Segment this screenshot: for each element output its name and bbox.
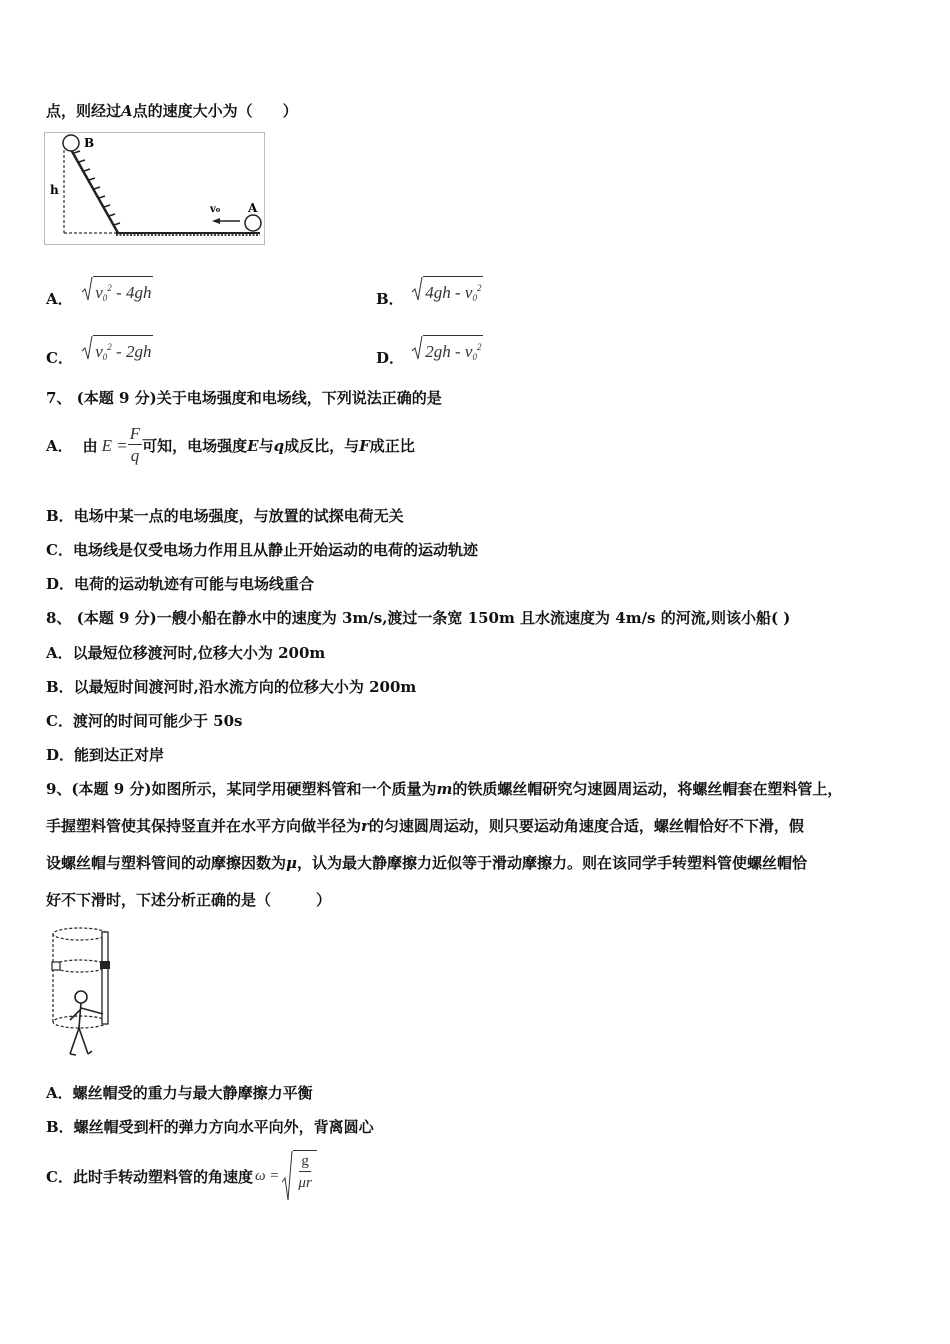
- q6-option-c[interactable]: [46, 335, 153, 368]
- q8-option-d[interactable]: D．能到达正对岸: [46, 746, 165, 764]
- var-mu: μ: [286, 854, 297, 872]
- option-letter: A．: [46, 437, 73, 455]
- label-v0: v₀: [210, 204, 221, 215]
- ball-A: [245, 215, 261, 231]
- q9-stem-line-4: 好不下滑时，下述分析正确的是（ ）: [46, 891, 332, 909]
- q6-var-A: A: [121, 102, 133, 120]
- q6-incline-figure: [44, 132, 266, 246]
- q8-option-a[interactable]: A．以最短位移渡河时,位移大小为 200m: [46, 644, 326, 662]
- q7-option-a[interactable]: [46, 424, 415, 467]
- q9-stem-line-1: 9、(本题 9 分)如图所示，某同学用硬塑料管和一个质量为m的铁质螺丝帽研究匀速圆周运动，将螺丝帽套在塑料管上，: [46, 780, 843, 798]
- option-letter: C．: [46, 349, 73, 367]
- formula-lhs: ω =: [254, 1167, 280, 1184]
- q7-stem: 7、 (本题 9 分)关于电场强度和电场线，下列说法正确的是: [46, 389, 442, 407]
- formula-lhs: E =: [101, 435, 128, 455]
- option-letter: A．: [46, 290, 73, 308]
- label-h: h: [50, 183, 59, 197]
- sqrt-expression: $2gh - v_0^2$: [411, 335, 483, 368]
- var-q: q: [273, 436, 285, 455]
- option-text: 与: [258, 437, 274, 455]
- option-text: 成反比，与: [284, 437, 360, 455]
- sqrt-expression: $v_0^2 - 4gh$: [81, 276, 153, 309]
- q8-stem: 8、 (本题 9 分)一艘小船在静水中的速度为 3m/s,渡过一条宽 150m 且水流速度为 4m/s 的河流,则该小船( ): [46, 609, 791, 627]
- var-r: r: [361, 817, 369, 835]
- option-text: 由: [82, 437, 98, 455]
- var-E: E: [247, 436, 259, 455]
- q9-option-c[interactable]: [46, 1150, 317, 1202]
- option-letter: B．: [376, 290, 404, 308]
- q9-option-b[interactable]: B．螺丝帽受到杆的弹力方向水平向外，背离圆心: [46, 1118, 374, 1136]
- q9-rotating-tube-figure: [48, 924, 120, 1060]
- q6-option-b[interactable]: [376, 276, 483, 309]
- fraction-F-over-q: $\frac{F}{q}$: [129, 424, 141, 465]
- option-letter: D．: [376, 349, 405, 367]
- label-B: B: [84, 136, 95, 150]
- var-m: m: [436, 780, 453, 798]
- label-A: A: [248, 201, 258, 215]
- sqrt-expression: $4gh - v_0^2$: [411, 276, 483, 309]
- q8-option-c[interactable]: C．渡河的时间可能少于 50s: [46, 712, 243, 730]
- q6-stem-text-2: 点的速度大小为（ ）: [132, 102, 298, 120]
- q9-stem-line-3: 设螺丝帽与塑料管间的动摩擦因数为μ，认为最大静摩擦力近似等于滑动摩擦力。则在该同学手转塑料管使螺丝帽恰: [46, 854, 808, 872]
- q7-option-d[interactable]: D．电荷的运动轨迹有可能与电场线重合: [46, 575, 315, 593]
- q9-stem-line-2: 手握塑料管使其保持竖直并在水平方向做半径为r的匀速圆周运动，则只要运动角速度合适，螺丝帽恰好不下滑，假: [46, 817, 804, 835]
- sqrt-expression: $v_0^2 - 2gh$: [81, 335, 153, 368]
- q9-option-a[interactable]: A．螺丝帽受的重力与最大静摩擦力平衡: [46, 1084, 313, 1102]
- var-F: F: [359, 436, 370, 455]
- sqrt-g-over-mu-r: $\frac{g}{\mu r}$: [281, 1150, 316, 1202]
- q7-option-b[interactable]: B．电场中某一点的电场强度，与放置的试探电荷无关: [46, 507, 404, 525]
- q6-stem-text: 点，则经过: [46, 102, 122, 120]
- option-text: 可知，电场强度: [142, 437, 248, 455]
- q7-option-c[interactable]: C．电场线是仅受电场力作用且从静止开始运动的电荷的运动轨迹: [46, 541, 478, 559]
- q6-stem-tail: [46, 101, 298, 121]
- option-text: C．此时手转动塑料管的角速度: [46, 1167, 253, 1186]
- q8-option-b[interactable]: B．以最短时间渡河时,沿水流方向的位移大小为 200m: [46, 678, 417, 696]
- q6-option-d[interactable]: [376, 335, 483, 368]
- ball-B: [63, 135, 79, 151]
- option-text: 成正比: [369, 437, 415, 455]
- q6-option-a[interactable]: [46, 276, 153, 309]
